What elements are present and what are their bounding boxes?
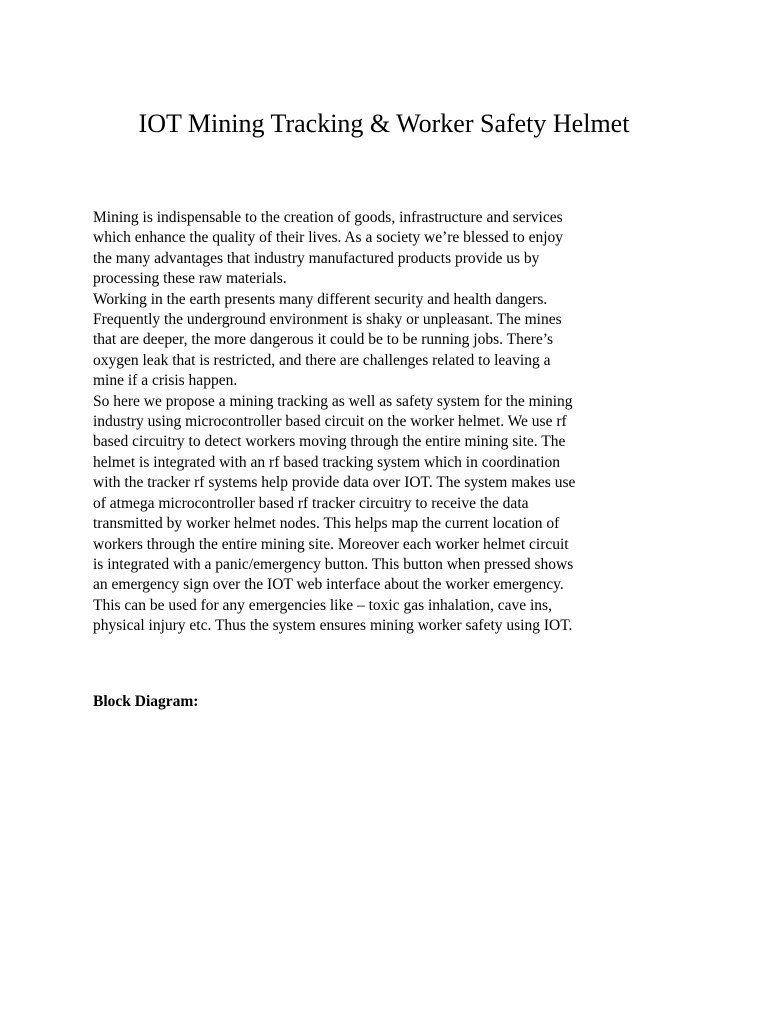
body-line: the many advantages that industry manufactured products provide us by	[93, 249, 540, 267]
body-line: processing these raw materials.	[93, 270, 287, 288]
body-line: This can be used for any emergencies like – toxic gas inhalation, cave ins,	[93, 596, 552, 614]
body-line: which enhance the quality of their lives. As a society we’re blessed to enjoy	[93, 229, 564, 247]
body-line: that are deeper, the more dangerous it could be to be running jobs. There’s	[93, 331, 554, 349]
body-text	[93, 208, 683, 637]
body-line: workers through the entire mining site. Moreover each worker helmet circuit	[93, 535, 569, 553]
body-line: an emergency sign over the IOT web interface about the worker emergency.	[93, 576, 564, 594]
body-line: oxygen leak that is restricted, and there are challenges related to leaving a	[93, 351, 551, 369]
body-line: helmet is integrated with an rf based tracking system which in coordination	[93, 453, 561, 471]
body-line: Mining is indispensable to the creation of goods, infrastructure and services	[93, 209, 563, 226]
document-title: IOT Mining Tracking & Worker Safety Helmet	[138, 109, 630, 138]
body-line: physical injury etc. Thus the system ensures mining worker safety using IOT.	[93, 617, 573, 635]
body-line: mine if a crisis happen.	[93, 372, 238, 390]
body-line: industry using microcontroller based circuit on the worker helmet. We use rf	[93, 413, 567, 431]
body-line: Frequently the underground environment is shaky or unpleasant. The mines	[93, 311, 562, 329]
body-line: Working in the earth presents many different security and health dangers.	[93, 290, 548, 308]
block-diagram-heading: Block Diagram:	[93, 693, 199, 710]
body-line: of atmega microcontroller based rf tracker circuitry to receive the data	[93, 494, 529, 512]
body-line: transmitted by worker helmet nodes. This helps map the current location of	[93, 515, 560, 533]
body-line: is integrated with a panic/emergency button. This button when pressed shows	[93, 555, 574, 573]
body-line: So here we propose a mining tracking as well as safety system for the mining	[93, 392, 573, 410]
body-line: based circuitry to detect workers moving through the entire mining site. The	[93, 433, 566, 451]
body-line: with the tracker rf systems help provide data over IOT. The system makes use	[93, 474, 576, 492]
